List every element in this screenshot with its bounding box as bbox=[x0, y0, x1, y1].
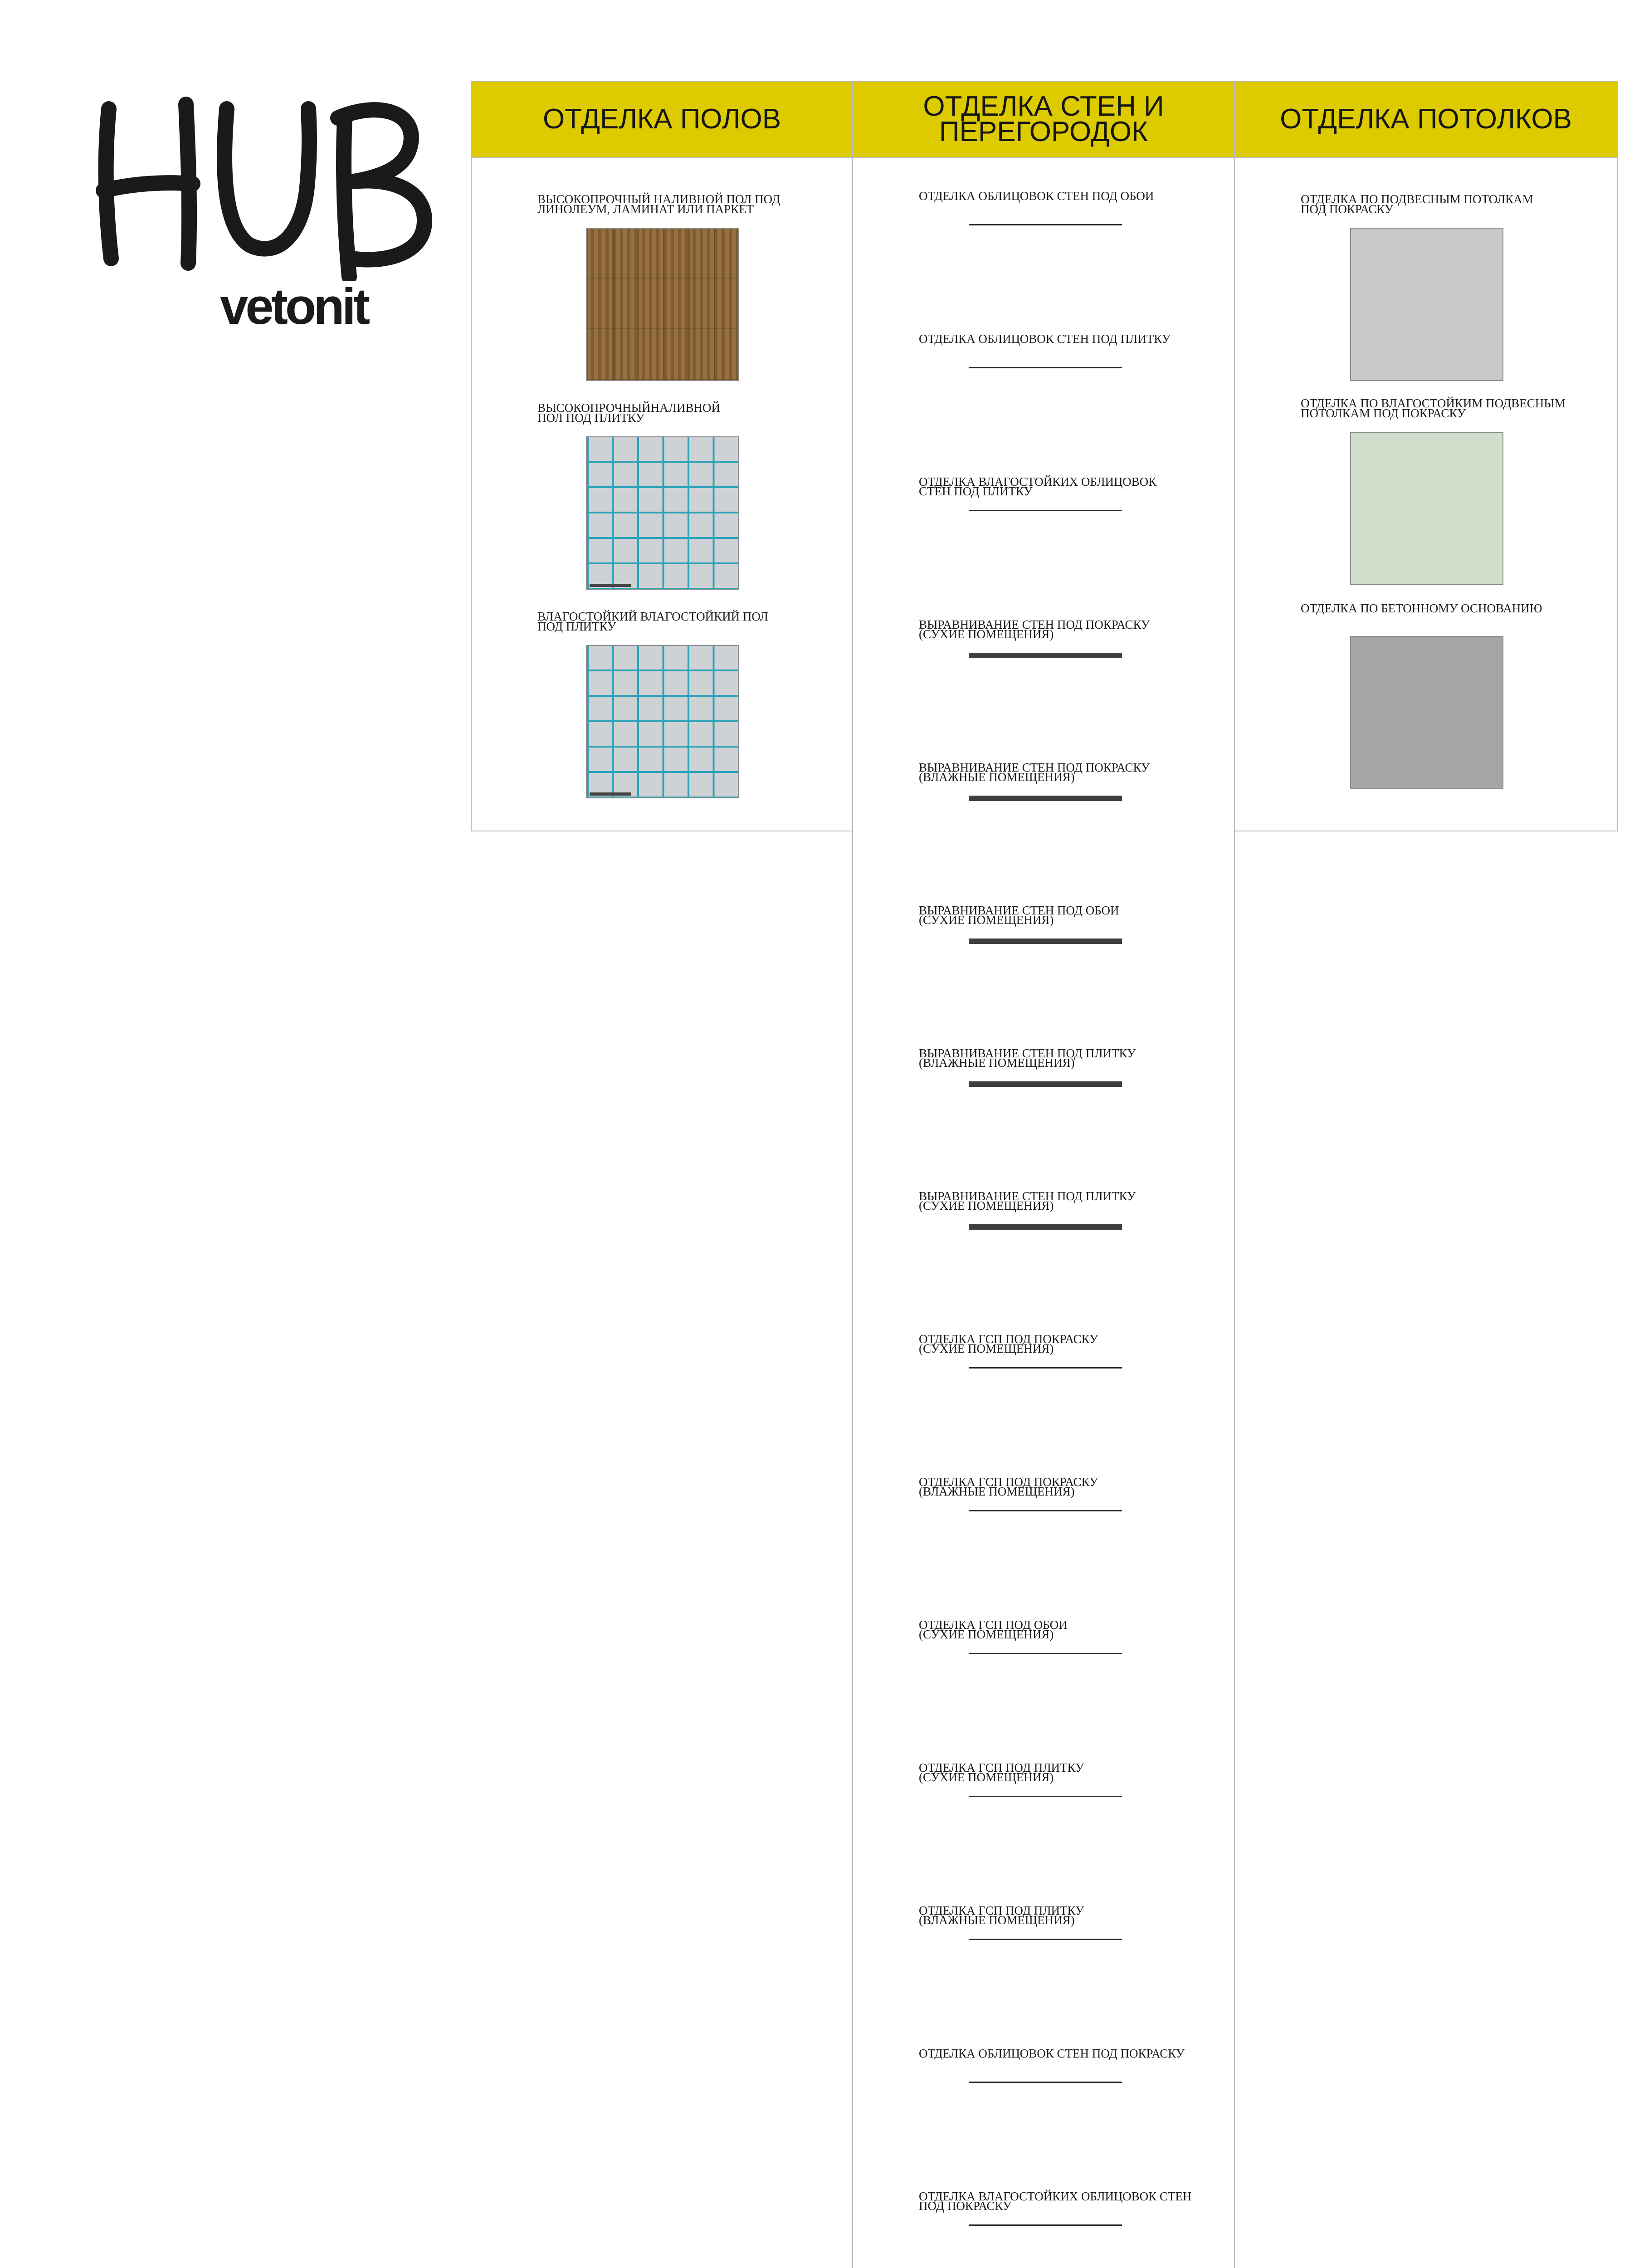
wall-item[interactable] bbox=[919, 334, 1214, 344]
wall-thin-line bbox=[969, 1653, 1122, 1654]
floor-item-1[interactable] bbox=[537, 194, 780, 214]
wall-thick-line bbox=[969, 1081, 1122, 1087]
wall-item-label: ОТДЕЛКА ГСП ПОД ПОКРАСКУ (СУХИЕ ПОМЕЩЕНИЯ) bbox=[919, 1332, 1098, 1355]
wall-item-label: ОТДЕЛКА ГСП ПОД ОБОИ (СУХИЕ ПОМЕЩЕНИЯ) bbox=[919, 1618, 1068, 1641]
wall-item[interactable] bbox=[919, 1334, 1214, 1354]
walls-header: ОТДЕЛКА СТЕН И ПЕРЕГОРОДОК bbox=[853, 82, 1234, 158]
wall-thick-line bbox=[969, 1224, 1122, 1230]
tile-floor-swatch bbox=[586, 436, 739, 590]
wall-item[interactable] bbox=[919, 1046, 1214, 1070]
hub-vetonit-logo bbox=[91, 91, 435, 345]
wall-item-label: ОТДЕЛКА ОБЛИЦОВОК СТЕН ПОД ОБОИ bbox=[919, 189, 1154, 203]
wall-item[interactable] bbox=[919, 477, 1214, 496]
wall-thick-line bbox=[969, 796, 1122, 801]
wall-thin-line bbox=[969, 224, 1122, 225]
wall-thin-line bbox=[969, 1939, 1122, 1940]
wall-item[interactable] bbox=[919, 1906, 1214, 1925]
vetonit-wordmark: vetonit bbox=[220, 278, 368, 335]
floor-item-label: ВЫСОКОПРОЧНЫЙНАЛИВНОЙ ПОЛ ПОД ПЛИТКУ bbox=[537, 401, 720, 425]
ceilings-column bbox=[1234, 81, 1618, 831]
wall-thick-line bbox=[969, 653, 1122, 658]
wall-item-label: ВЫРАВНИВАНИЕ СТЕН ПОД ПОКРАСКУ (СУХИЕ ПОМЕЩЕНИЯ) bbox=[919, 618, 1150, 641]
wall-item-label: ВЫРАВНИВАНИЕ СТЕН ПОД ПОКРАСКУ (ВЛАЖНЫЕ ПОМЕЩЕНИЯ) bbox=[919, 761, 1150, 784]
wall-item[interactable] bbox=[919, 620, 1214, 639]
wall-item[interactable] bbox=[919, 1763, 1214, 1782]
wall-item[interactable] bbox=[919, 2192, 1214, 2211]
wall-thick-line bbox=[969, 938, 1122, 944]
wall-item-label: ОТДЕЛКА ГСП ПОД ПЛИТКУ (СУХИЕ ПОМЕЩЕНИЯ) bbox=[919, 1761, 1084, 1784]
concrete-ceiling-swatch bbox=[1350, 636, 1503, 789]
wall-item-label: ОТДЕЛКА ОБЛИЦОВОК СТЕН ПОД ПЛИТКУ bbox=[919, 332, 1171, 346]
floor-item-2[interactable] bbox=[537, 403, 720, 423]
wall-item-label: ОТДЕЛКА ОБЛИЦОВОК СТЕН ПОД ПОКРАСКУ bbox=[919, 2047, 1185, 2060]
ceiling-item-label: ОТДЕЛКА ПО БЕТОННОМУ ОСНОВАНИЮ bbox=[1301, 601, 1542, 615]
ceiling-item-1[interactable] bbox=[1301, 194, 1533, 214]
floor-item-label: ВЫСОКОПРОЧНЫЙ НАЛИВНОЙ ПОЛ ПОД ЛИНОЛЕУМ, ЛАМИНАТ ИЛИ ПАРКЕТ bbox=[537, 192, 781, 216]
waterproof-tile-floor-swatch bbox=[586, 645, 739, 798]
wall-item[interactable] bbox=[919, 1620, 1214, 1639]
wall-item[interactable] bbox=[919, 1189, 1214, 1212]
wall-item-label: ОТДЕЛКА ГСП ПОД ПОКРАСКУ (ВЛАЖНЫЕ ПОМЕЩЕНИЯ) bbox=[919, 1475, 1098, 1498]
wall-item-label: ОТДЕЛКА ВЛАГОСТОЙКИХ ОБЛИЦОВОК СТЕН ПОД ПОКРАСКУ bbox=[919, 2190, 1192, 2213]
ceilings-header: ОТДЕЛКА ПОТОЛКОВ bbox=[1235, 82, 1617, 158]
wall-item-label: ОТДЕЛКА ГСП ПОД ПЛИТКУ (ВЛАЖНЫЕ ПОМЕЩЕНИЯ) bbox=[919, 1904, 1084, 1927]
floor-item-3[interactable] bbox=[537, 611, 768, 631]
moisture-resistant-ceiling-swatch bbox=[1350, 432, 1503, 585]
wall-thin-line bbox=[969, 1510, 1122, 1511]
wall-thin-line bbox=[969, 1796, 1122, 1797]
wall-item[interactable] bbox=[919, 906, 1214, 925]
ceiling-item-label: ОТДЕЛКА ПО ВЛАГОСТОЙКИМ ПОДВЕСНЫМ ПОТОЛКАМ ПОД ПОКРАСКУ bbox=[1301, 396, 1566, 420]
wall-thin-line bbox=[969, 367, 1122, 368]
wall-item-label: ВЫРАВНИВАНИЕ СТЕН ПОД ОБОИ (СУХИЕ ПОМЕЩЕНИЯ) bbox=[919, 904, 1119, 927]
floor-item-label: ВЛАГОСТОЙКИЙ ВЛАГОСТОЙКИЙ ПОЛ ПОД ПЛИТКУ bbox=[537, 610, 768, 633]
ceiling-item-label: ОТДЕЛКА ПО ПОДВЕСНЫМ ПОТОЛКАМ ПОД ПОКРАСКУ bbox=[1301, 192, 1533, 216]
hub-logo-mark bbox=[91, 91, 435, 281]
wall-thin-line bbox=[969, 1367, 1122, 1369]
floors-column bbox=[471, 81, 853, 831]
ceiling-item-2[interactable] bbox=[1301, 398, 1566, 418]
wall-item[interactable] bbox=[919, 191, 1214, 201]
wall-item-label: ОТДЕЛКА ВЛАГОСТОЙКИХ ОБЛИЦОВОК СТЕН ПОД ПЛИТКУ bbox=[919, 475, 1157, 498]
wall-item[interactable] bbox=[919, 763, 1214, 782]
wall-item[interactable] bbox=[919, 1477, 1214, 1496]
floors-header: ОТДЕЛКА ПОЛОВ bbox=[472, 82, 852, 158]
wall-thin-line bbox=[969, 2082, 1122, 2083]
wood-floor-swatch bbox=[586, 228, 739, 381]
suspended-ceiling-swatch bbox=[1350, 228, 1503, 381]
ceiling-item-3[interactable] bbox=[1301, 603, 1542, 613]
walls-column bbox=[852, 81, 1235, 2268]
wall-item-label: ВЫРАВНИВАНИЕ СТЕН ПОД ПЛИТКУ (ВЛАЖНЫЕ ПОМЕЩЕНИЯ) bbox=[919, 1046, 1136, 1070]
wall-item[interactable] bbox=[919, 2049, 1214, 2058]
wall-thin-line bbox=[969, 2224, 1122, 2226]
wall-thin-line bbox=[969, 510, 1122, 511]
wall-item-label: ВЫРАВНИВАНИЕ СТЕН ПОД ПЛИТКУ (СУХИЕ ПОМЕЩЕНИЯ) bbox=[919, 1189, 1136, 1212]
